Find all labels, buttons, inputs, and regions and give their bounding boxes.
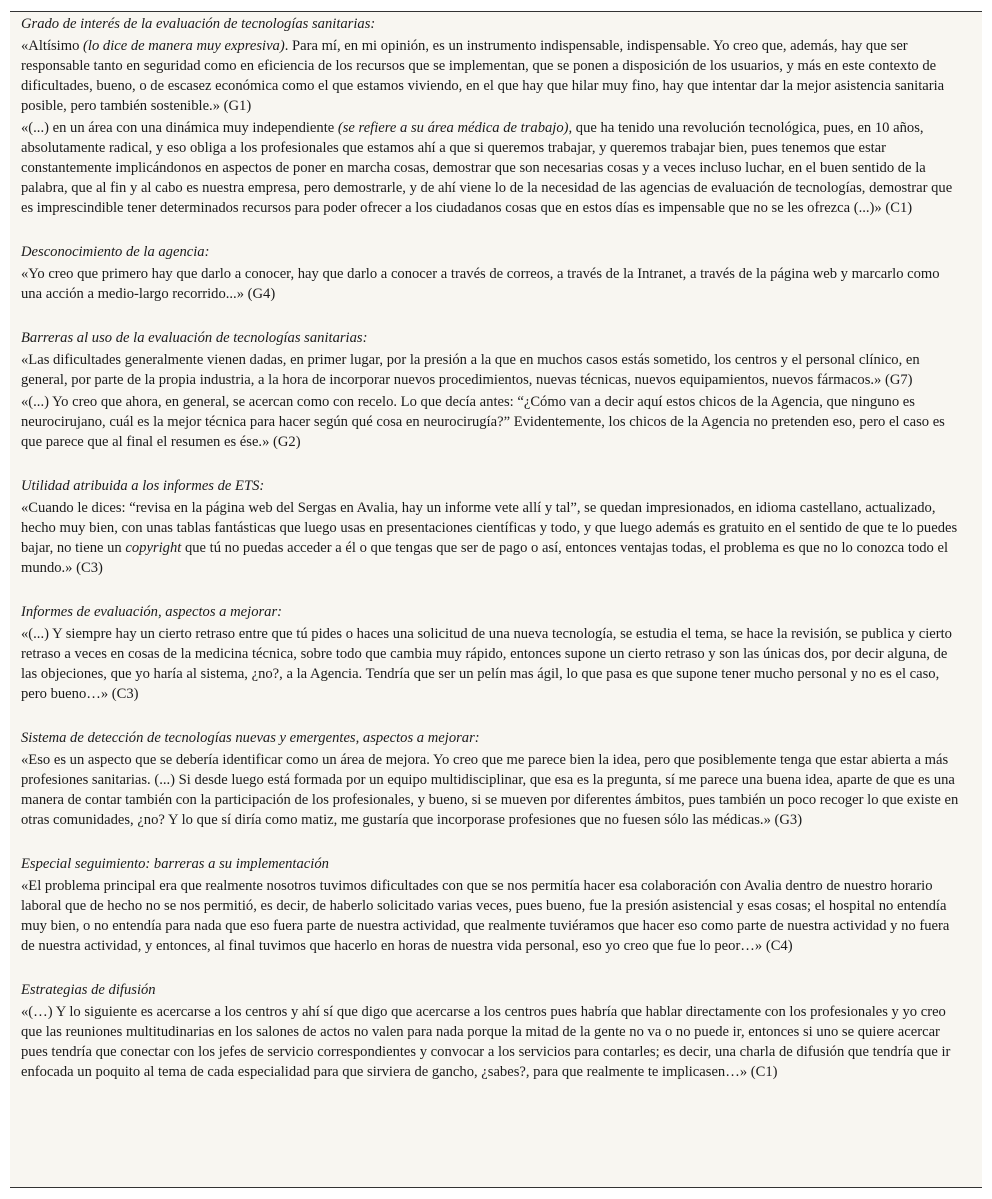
- section-utilidad: [10, 476, 982, 578]
- quote: «Cuando le dices: “revisa en la página web del Sergas en Avalia, hay un informe vete allí y tal”, se quedan impresionados, en idioma castellano, actualizado, hecho muy bien, con unas tablas fantásticas que luego usas en presentaciones científicas y todo, y que luego además es gratuito en el sentido de que te lo puedes bajar, no tiene un copyright que tú no puedas acceder a él o que tengas que ser de pago o así, entonces ventajas todas, el problema es que no lo conozca todo el mundo.» (C3): [21, 500, 958, 576]
- quote: «Altísimo (lo dice de manera muy expresiva). Para mí, en mi opinión, es un instrumento indispensable, indispensable. Yo creo que, además, hay que ser responsable tanto en seguridad como en eficiencia de los recursos que se implementan, que se ponen a disposición de los usuarios, y más en este contexto de dificultades, bueno, o de escasez económica como el que estamos viviendo, en el que hay que hilar muy fino, hay que intentar dar la mejor asistencia sanitaria posible, pero también sostenible.» (G1): [21, 38, 945, 114]
- section-heading: Barreras al uso de la evaluación de tecnologías sanitarias:: [21, 330, 368, 346]
- quotes-table: [10, 11, 982, 1188]
- section-heading: Utilidad atribuida a los informes de ETS:: [21, 478, 265, 494]
- section-heading: Desconocimiento de la agencia:: [21, 244, 210, 260]
- section-informes: [10, 602, 982, 704]
- quote: «(...) en un área con una dinámica muy independiente (se refiere a su área médica de trabajo), que ha tenido una revolución tecnológica, pues, en 10 años, absolutamente radical, y eso obliga a los profesionales que estamos ahí a que si queremos trabajar, y queremos trabajar bien, pues tenemos que estar constantemente implicándonos en aspectos de poner en marcha cosas, demostrar que son necesarias cosas y a veces incluso luchar, en el buen sentido de la palabra, que al fin y al cabo es nuestra empresa, pero demostrarle, y de ahí viene lo de la necesidad de las agencias de evaluación de tecnologías, demostrar que es imprescindible tener determinados recursos para poder ofrecer a los ciudadanos cosas que en estos días es impensable que no se les ofrezca (...)» (C1): [21, 120, 953, 216]
- section-barreras: [10, 328, 982, 452]
- quote: «(…) Y lo siguiente es acercarse a los centros y ahí sí que digo que acercarse a los centros pues habría que hablar directamente con los profesionales y yo creo que las reuniones multitudinarias en los salones de actos no valen para nada porque la mitad de la gente no va o no puede ir, entonces si uno se quiere acercar pues tendría que conectar con los jefes de servicio correspondientes y convocar a los servicios para contarles; es decir, una charla de difusión que tendría que ir enfocada un poquito al tema de cada especialidad para que sirviera de gancho, ¿sabes?, para que realmente te implicasen…» (C1): [21, 1004, 951, 1080]
- quote: «El problema principal era que realmente nosotros tuvimos dificultades con que se nos permitía hacer esa colaboración con Avalia dentro de nuestro horario laboral que de hecho no se nos permitió, es decir, de haberlo solicitado varias veces, pues bueno, fue la presión asistencial y esas cosas; el hospital no entendía muy bien, o no entendía para nada que eso fuera parte de nuestra actividad, que realmente tuviéramos que hacer eso como parte de nuestra actividad y no fuera de nuestra actividad, y entonces, al final tuvimos que hacerlo en horas de nuestra vida personal, eso yo creo que fue lo peor…» (C4): [21, 878, 950, 954]
- section-difusion: [10, 980, 982, 1082]
- section-heading: Sistema de detección de tecnologías nuevas y emergentes, aspectos a mejorar:: [21, 730, 480, 746]
- section-heading: Informes de evaluación, aspectos a mejorar:: [21, 604, 283, 620]
- quote: «Las dificultades generalmente vienen dadas, en primer lugar, por la presión a la que en muchos casos estás sometido, los centros y el personal clínico, en general, por parte de la propia industria, a la hora de incorporar nuevos procedimientos, nuevas técnicas, nuevos equipamientos, nuevos fármacos.» (G7): [21, 352, 920, 388]
- quote: «(...) Y siempre hay un cierto retraso entre que tú pides o haces una solicitud de una nueva tecnología, se estudia el tema, se hace la revisión, se publica y cierto retraso a veces en cosas de la medicina técnica, sobre todo que cambia muy rápido, entonces supone un cierto retraso y son las únicas dos, por decir alguna, de las objeciones, que yo haría al sistema, ¿no?, a la Agencia. Tendría que ser un pelín mas ágil, lo que pasa es que supone tener mucho personal y no es el caso, pero bueno…» (C3): [21, 626, 952, 702]
- section-deteccion: [10, 728, 982, 830]
- section-heading: Estrategias de difusión: [21, 982, 156, 998]
- section-interes: [10, 14, 982, 218]
- section-heading: Grado de interés de la evaluación de tecnologías sanitarias:: [21, 16, 376, 32]
- section-seguimiento: [10, 854, 982, 956]
- quote: «Eso es un aspecto que se debería identificar como un área de mejora. Yo creo que me parece bien la idea, pero que posiblemente tenga que estar abierta a más profesiones sanitarias. (...) Si desde luego está formada por un equipo multidisciplinar, que esa es la pregunta, sí me parece una buena idea, aparte de que es una manera de contar también con la participación de los profesionales, y bueno, si se mueven por diferentes ámbitos, pues también un poco recoger lo que existe en otras comunidades, ¿no? Y lo que sí diría como matiz, me gustaría que incorporase profesiones que no fuesen sólo las médicas.» (G3): [21, 752, 959, 828]
- section-heading: Especial seguimiento: barreras a su implementación: [21, 856, 329, 872]
- section-desconocimiento: [10, 242, 982, 304]
- quote: «(...) Yo creo que ahora, en general, se acercan como con recelo. Lo que decía antes: “¿Cómo van a decir aquí estos chicos de la Agencia, que ninguno es neurocirujano, cuál es la mejor técnica para hacer según qué cosa en neurocirugía?” Evidentemente, los chicos de la Agencia no pretenden eso, pero el caso es que parece que al final el resumen es ése.» (G2): [21, 394, 945, 450]
- quote: «Yo creo que primero hay que darlo a conocer, hay que darlo a conocer a través de correos, a través de la Intranet, a través de la página web y marcarlo como una acción a medio-largo recorrido...» (G4): [21, 266, 940, 302]
